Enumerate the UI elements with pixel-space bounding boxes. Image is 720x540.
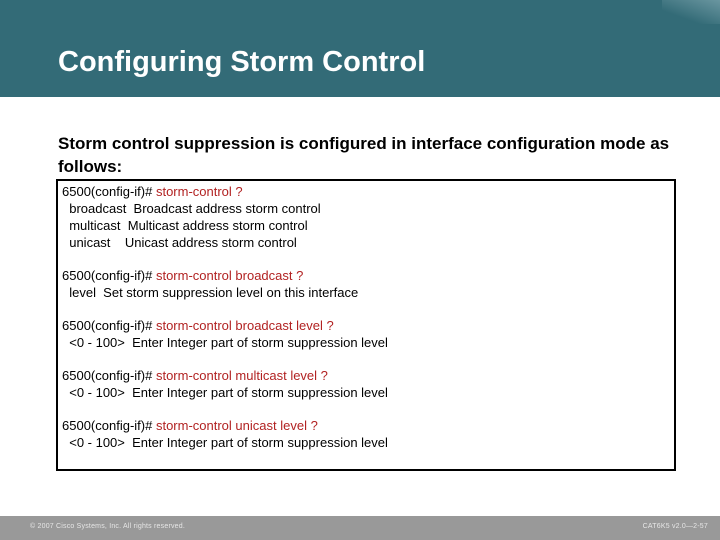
cli-command-line	[62, 367, 674, 384]
cli-command-line	[62, 317, 674, 334]
slide-title: Configuring Storm Control	[58, 46, 426, 78]
cli-output-line: <0 - 100> Enter Integer part of storm suppression level	[62, 335, 388, 350]
cli-command: storm-control ?	[155, 184, 243, 199]
cli-prompt: 6500(config-if)#	[62, 268, 156, 283]
cli-output-box	[56, 179, 676, 471]
cli-command-line	[62, 267, 674, 284]
intro-text: Storm control suppression is configured in interface configuration mode as follows:	[58, 134, 670, 176]
cli-block	[62, 267, 674, 301]
slide-footer	[0, 516, 720, 540]
cli-command: storm-control multicast level ?	[155, 368, 328, 383]
slide-number: CAT6K5 v2.0—2-57	[642, 523, 708, 530]
cli-output-line: broadcast Broadcast address storm control	[62, 201, 321, 216]
cli-output-line: unicast Unicast address storm control	[62, 235, 297, 250]
cli-command: storm-control broadcast level ?	[155, 318, 334, 333]
cli-output-line: <0 - 100> Enter Integer part of storm suppression level	[62, 435, 388, 450]
header-corner-shade	[662, 0, 720, 24]
copyright-text: © 2007 Cisco Systems, Inc. All rights reserved.	[30, 523, 186, 530]
cli-command: storm-control broadcast ?	[155, 268, 304, 283]
cli-block	[62, 367, 674, 401]
slide-header	[0, 0, 720, 97]
cli-prompt: 6500(config-if)#	[62, 184, 156, 199]
cli-command: storm-control unicast level ?	[155, 418, 318, 433]
cli-command-line	[62, 183, 674, 200]
cli-prompt: 6500(config-if)#	[62, 368, 156, 383]
cli-output-line: multicast Multicast address storm control	[62, 218, 308, 233]
cli-block	[62, 317, 674, 351]
cli-output-line: level Set storm suppression level on this interface	[62, 285, 359, 300]
cli-output-line: <0 - 100> Enter Integer part of storm suppression level	[62, 385, 388, 400]
cli-block	[62, 183, 674, 251]
cli-prompt: 6500(config-if)#	[62, 418, 156, 433]
cli-command-line	[62, 417, 674, 434]
cli-block	[62, 417, 674, 451]
cli-prompt: 6500(config-if)#	[62, 318, 156, 333]
